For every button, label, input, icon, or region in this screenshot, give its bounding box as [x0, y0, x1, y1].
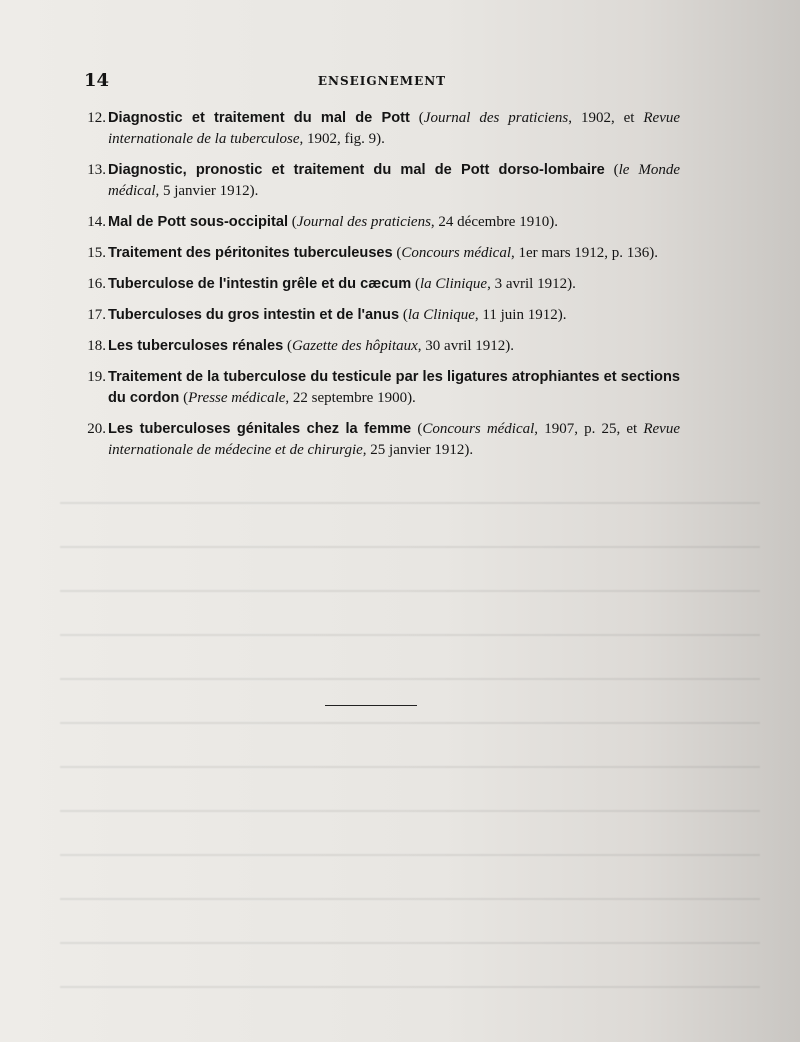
- bibliography-list: [84, 108, 680, 471]
- page-header: [84, 70, 680, 94]
- entry-number: 20.: [87, 421, 106, 437]
- list-item: 13. Diagnostic, pronostic et traitement du mal de Pott dorso-lombaire (le Monde médical, 5 janvier 1912).: [84, 160, 680, 202]
- entry-title: Les tuberculoses génitales chez la femme: [108, 421, 412, 437]
- entry-number: 16.: [87, 276, 106, 292]
- list-item: 17. Tuberculoses du gros intestin et de l'anus (la Clinique, 11 juin 1912).: [84, 305, 680, 326]
- list-item: 12. Diagnostic et traitement du mal de Pott (Journal des praticiens, 1902, et Revue internationale de la tuberculose, 1902, fig. 9).: [84, 108, 680, 150]
- entry-title: Traitement de la tuberculose du testicule par les ligatures atrophiantes et sections du cordon: [108, 369, 680, 406]
- page-number: 14: [84, 70, 110, 91]
- entry-number: 17.: [87, 307, 106, 323]
- entry-source: Concours médical: [401, 245, 511, 261]
- entry-number: 13.: [87, 162, 106, 178]
- entry-source-secondary: Revue internationale de la tuberculose: [108, 110, 681, 147]
- entry-title: Tuberculose de l'intestin grêle et du cæcum: [108, 276, 412, 292]
- entry-number: 12.: [87, 110, 106, 126]
- list-item: 14. Mal de Pott sous-occipital (Journal des praticiens, 24 décembre 1910).: [84, 212, 680, 233]
- list-item: 18. Les tuberculoses rénales (Gazette des hôpitaux, 30 avril 1912).: [84, 336, 680, 357]
- entry-title: Les tuberculoses rénales: [108, 338, 284, 354]
- list-item: 16. Tuberculose de l'intestin grêle et du cæcum (la Clinique, 3 avril 1912).: [84, 274, 680, 295]
- entry-source: Journal des praticiens: [423, 110, 569, 126]
- entry-source: la Clinique: [420, 276, 488, 292]
- section-divider: [325, 705, 417, 706]
- list-item: 19. Traitement de la tuberculose du testicule par les ligatures atrophiantes et sections du cordon (Presse médicale, 22 septembre 1900).: [84, 367, 680, 409]
- entry-number: 18.: [87, 338, 106, 354]
- entry-source-secondary: Revue internationale de médecine et de chirurgie: [108, 421, 680, 458]
- list-item: 15. Traitement des péritonites tuberculeuses (Concours médical, 1er mars 1912, p. 136).: [84, 243, 680, 264]
- entry-number: 14.: [87, 214, 106, 230]
- entry-title: Mal de Pott sous-occipital: [108, 214, 289, 230]
- entry-source: la Clinique: [407, 307, 475, 323]
- entry-source: Journal des praticiens: [296, 214, 431, 230]
- entry-title: Tuberculoses du gros intestin et de l'anus: [108, 307, 400, 323]
- entry-source: Presse médicale: [188, 390, 286, 406]
- running-title: ENSEIGNEMENT: [317, 74, 447, 88]
- entry-number: 15.: [87, 245, 106, 261]
- entry-source: Concours médical: [422, 421, 535, 437]
- entry-source: le Monde médical: [108, 162, 680, 199]
- entry-source: Gazette des hôpitaux: [291, 338, 418, 354]
- entry-title: Traitement des péritonites tuberculeuses: [108, 245, 393, 261]
- entry-number: 19.: [87, 369, 106, 385]
- list-item: 20. Les tuberculoses génitales chez la femme (Concours médical, 1907, p. 25, et Revue internationale de médecine et de chirurgie, 25 janvier 1912).: [84, 419, 680, 461]
- entry-title: Diagnostic et traitement du mal de Pott: [108, 110, 410, 126]
- entry-title: Diagnostic, pronostic et traitement du mal de Pott dorso-lombaire: [108, 162, 605, 178]
- show-through-texture: [60, 480, 760, 1000]
